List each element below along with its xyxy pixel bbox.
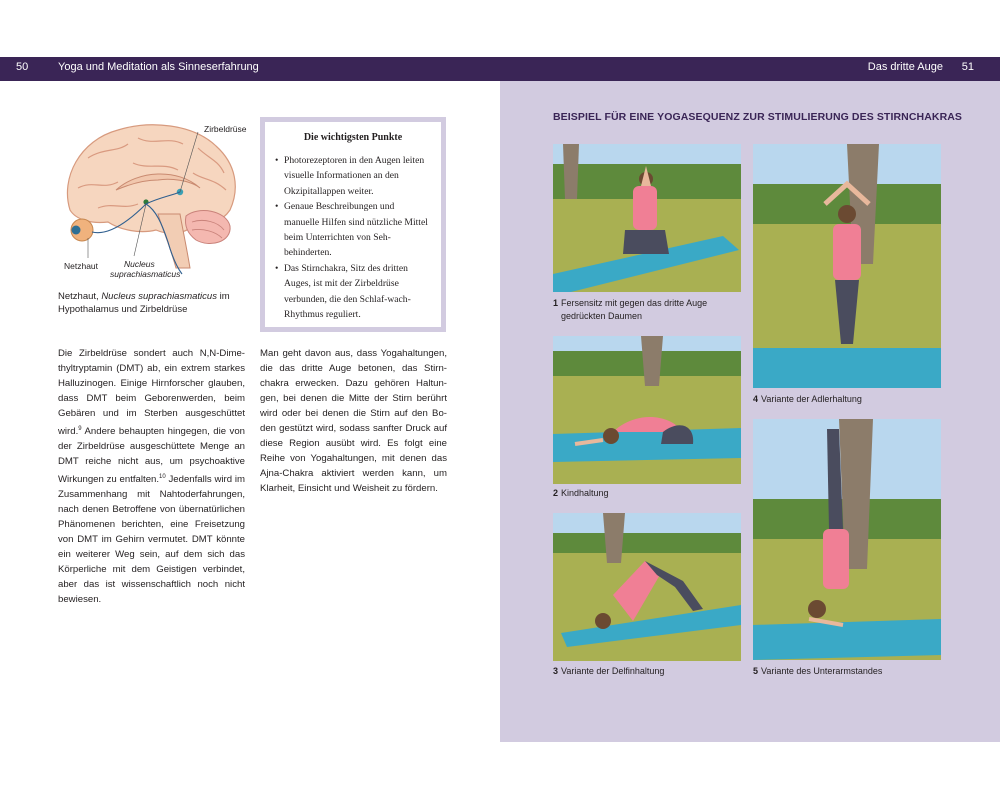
- brain-illustration: [58, 118, 258, 283]
- photo-dolphin-pose: [553, 513, 741, 661]
- page-number-right: 51: [961, 61, 974, 73]
- page-number-left: 50: [16, 61, 29, 73]
- photo-childs-pose: [553, 336, 741, 484]
- body-column-1: Die Zirbeldrüse sondert auch N,N-Dimethyltryptamin (DMT) ab, ein extrem starkes Halluzinogen. Einige Hirnforscher glauben, dass DMT beim Geborenwerden, beim Gebären und im Sterben ausgeschüttet wird.$^9$ Andere behaupten hingegen, die von der Zirbeldrüse ausgeschüttete Menge an DMT reiche nicht aus, um psychoaktive Wirkungen zu entfalten.$^{10}$ Jedenfalls wird im Zusammenhang mit Nahtoderfahrungen, nach denen Betroffene von übernatürlichen Phänomenen berichten, eine Freisetzung von DMT im Gehirn vermutet. DMT könnte ein weiterer Weg sein, auf dem sich das Körperliche mit dem Geistigen verbindet, aber das ist wissenschaftlich noch nicht bewiesen.: [58, 348, 245, 605]
- label-nucleus-1: Nucleus: [124, 259, 155, 269]
- key-points-box: [260, 117, 446, 332]
- key-point-item: • Photorezeptoren in den Augen leiten visuelle Informationen an den Okzipitallappen weiter.: [275, 153, 431, 199]
- running-title-right: Das dritte Auge: [867, 61, 943, 73]
- key-point-item: • Das Stirnchakra, Sitz des dritten Auges, ist mit der Zirbeldrüse verbunden, die den Schlaf-wach-Rhythmus reguliert.: [275, 261, 431, 323]
- photo-caption-3: 3 Variante der Delfinhaltung: [553, 666, 665, 676]
- photo-caption-5: 5 Variante des Unterarmstandes: [753, 666, 883, 676]
- key-point-item: • Genaue Beschreibungen und manuelle Hilfen sind nützliche Mittel beim Unterrichten von Sehbehinderten.: [275, 199, 431, 261]
- key-points-list: [275, 153, 431, 322]
- photo-caption-2: 2 Kindhaltung: [553, 488, 609, 498]
- key-points-title: Die wichtigsten Punkte: [303, 132, 403, 143]
- photo-caption-4: 4 Variante der Adlerhaltung: [753, 394, 862, 404]
- body-column-2: Man geht davon aus, dass Yogahaltungen, die das dritte Auge betonen, das Stirnchakra erwecken. Dazu gehören Haltungen, bei denen die Mitte der Stirn berührt wird oder bei denen die Stirn auf den Boden gestützt wird, sodass sanfter Druck auf diese Region ausübt wird. Es folgt eine Reihe von Yogahaltungen, mit denen das Ajna-Chakra aktiviert werden kann, um Klarheit, Einsicht und Weisheit zu fördern.: [260, 348, 447, 494]
- photo-forearm-stand: [753, 419, 941, 660]
- running-header: [0, 57, 1000, 81]
- label-retina: Netzhaut: [64, 261, 99, 271]
- sequence-title: BEISPIEL FÜR EINE YOGASEQUENZ ZUR STIMULIERUNG DES STIRNCHAKRAS: [553, 111, 963, 123]
- label-nucleus-2: suprachiasmaticus: [110, 269, 181, 279]
- photo-caption-1: 1 Fersensitz mit gegen das dritte Auge gedrückten Daumen: [553, 298, 708, 321]
- figure-caption: Netzhaut, Nucleus suprachiasmaticus im Hypothalamus und Zirbeldrüse: [58, 291, 230, 315]
- photo-eagle-pose: [753, 144, 941, 388]
- label-pineal: Zirbeldrüse: [204, 124, 247, 134]
- photo-kneeling-pose: [553, 144, 741, 292]
- running-title-left: Yoga und Meditation als Sinneserfahrung: [58, 61, 259, 73]
